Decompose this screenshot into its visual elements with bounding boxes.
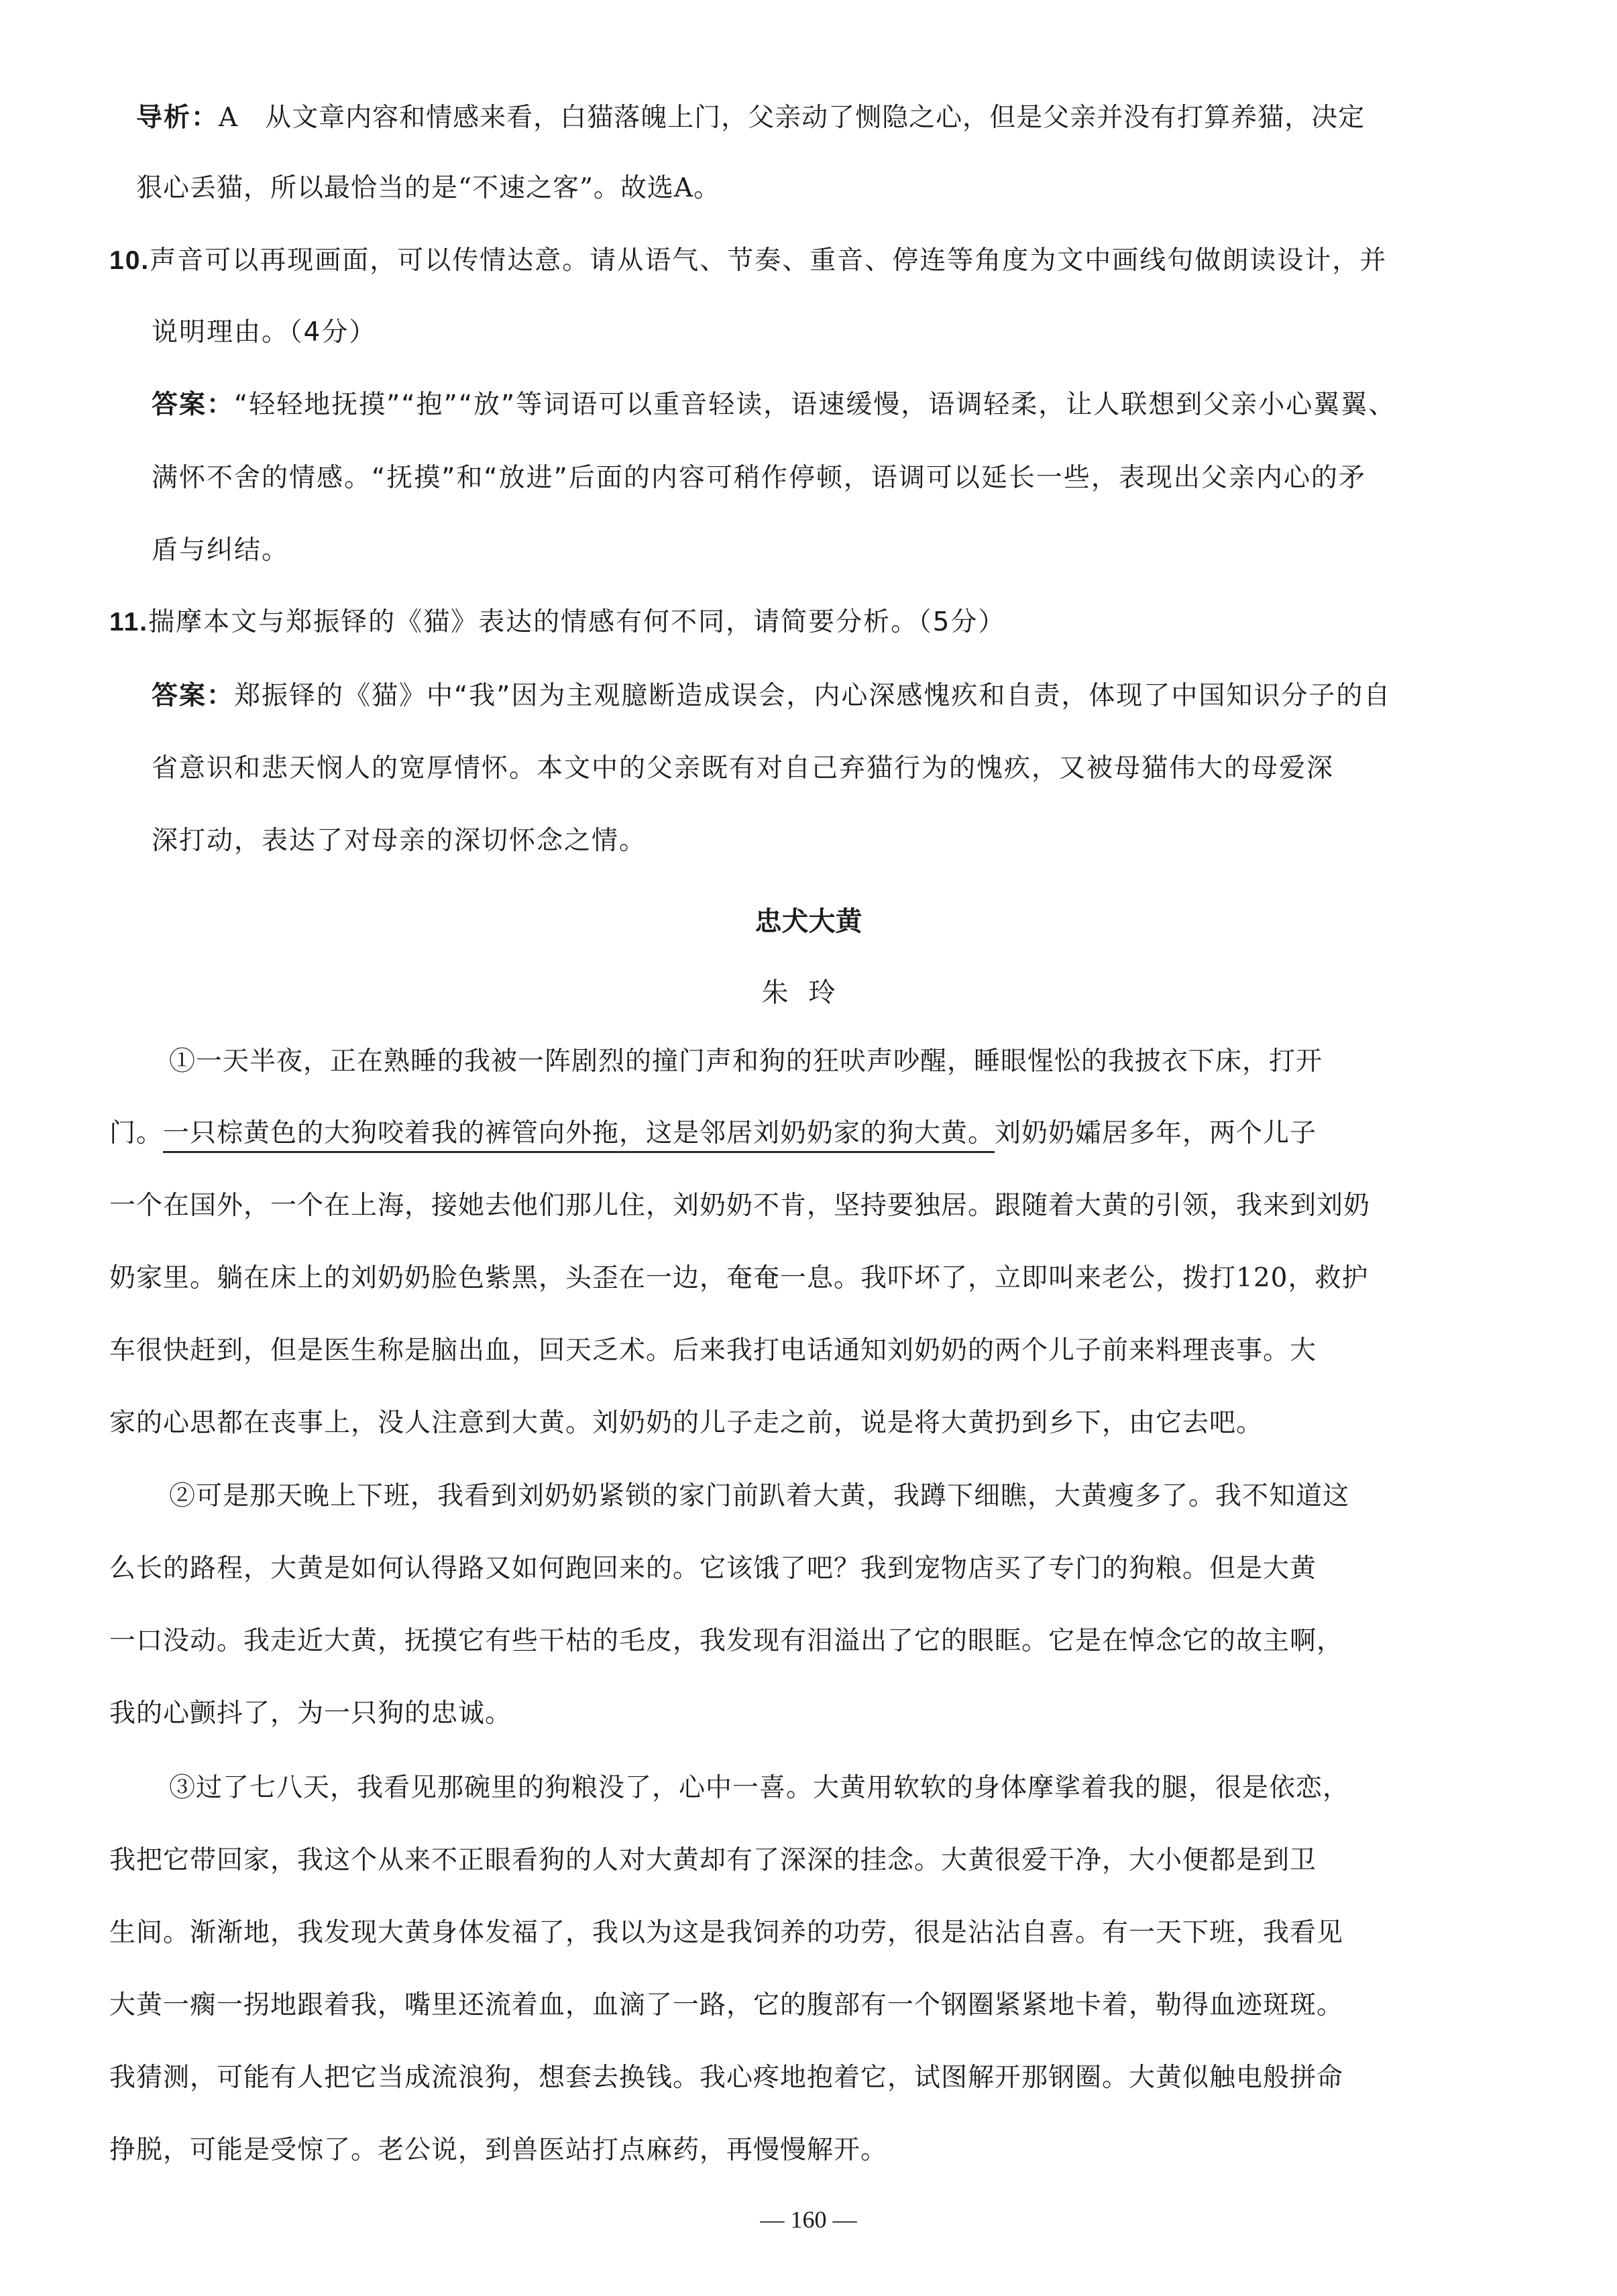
q9-analysis-line-1 bbox=[136, 101, 1365, 135]
p1-line-2 bbox=[109, 1116, 1317, 1151]
question-10-line-2: 说明理由。（4分） bbox=[152, 317, 377, 347]
p1-line-4: 奶家里。躺在床上的刘奶奶脸色紫黑，头歪在一边，奄奄一息。我吓坏了，立即叫来老公，拨打120，救护 bbox=[109, 1263, 1369, 1293]
answer-11-line-3: 深打动，表达了对母亲的深切怀念之情。 bbox=[152, 826, 647, 856]
underlined-sentence: 一只棕黄色的大狗咬着我的裤管向外拖，这是邻居刘奶奶家的狗大黄。 bbox=[163, 1118, 995, 1153]
question-text: 揣摩本文与郑振铎的《猫》表达的情感有何不同，请简要分析。（5分） bbox=[148, 607, 1006, 637]
p1-line-2-post: 刘奶奶孀居多年，两个儿子 bbox=[995, 1118, 1317, 1148]
question-11 bbox=[109, 605, 1005, 640]
p2-line-2: 么长的路程，大黄是如何认得路又如何跑回来的。它该饿了吧？我到宠物店买了专门的狗粮。但是大黄 bbox=[109, 1553, 1317, 1584]
answer-10-line-1 bbox=[152, 388, 1396, 423]
article-author: 朱玲 bbox=[761, 977, 856, 1008]
page-number: — 160 — bbox=[760, 2206, 857, 2233]
p2-line-4: 我的心颤抖了，为一只狗的忠诚。 bbox=[109, 1698, 512, 1729]
analysis-label: 导析： bbox=[136, 103, 219, 133]
p2-line-3: 一口没动。我走近大黄，抚摸它有些干枯的毛皮，我发现有泪溢出了它的眼眶。它是在悼念它的故主啊， bbox=[109, 1626, 1344, 1656]
article-title: 忠犬大黄 bbox=[755, 906, 862, 937]
question-text: 声音可以再现画面，可以传情达意。请从语气、节奏、重音、停连等角度为文中画线句做朗读设计，并 bbox=[150, 245, 1388, 276]
p3-line-1: ③过了七八天，我看见那碗里的狗粮没了，心中一喜。大黄用软软的身体摩挲着我的腿，很是依恋， bbox=[169, 1773, 1350, 1803]
q9-analysis-line-2: 狠心丢猫，所以最恰当的是“不速之客”。故选A。 bbox=[136, 173, 721, 203]
question-number: 10. bbox=[109, 246, 150, 275]
answer-10-line-2: 满怀不舍的情感。“抚摸”和“放进”后面的内容可稍作停顿，语调可以延长一些，表现出父亲内心的矛 bbox=[152, 463, 1366, 493]
p3-line-4: 大黄一瘸一拐地跟着我，嘴里还流着血，血滴了一路，它的腹部有一个钢圈紧紧地卡着，勒得血迹斑斑。 bbox=[109, 1990, 1344, 2020]
question-10 bbox=[109, 243, 1387, 278]
p3-line-2: 我把它带回家，我这个从来不正眼看狗的人对大黄却有了深深的挂念。大黄很爱干净，大小便都是到卫 bbox=[109, 1845, 1317, 1875]
p1-line-5: 车很快赶到，但是医生称是脑出血，回天乏术。后来我打电话通知刘奶奶的两个儿子前来料理丧事。大 bbox=[109, 1335, 1317, 1366]
p1-line-2-pre: 门。 bbox=[109, 1118, 164, 1148]
p3-line-5: 我猜测，可能有人把它当成流浪狗，想套去换钱。我心疼地抱着它，试图解开那钢圈。大黄似触电般拼命 bbox=[109, 2063, 1344, 2093]
answer-10-line-3: 盾与纠结。 bbox=[152, 535, 290, 565]
answer-label: 答案： bbox=[152, 390, 235, 420]
p1-line-1: ①一天半夜，正在熟睡的我被一阵剧烈的撞门声和狗的狂吠声吵醒，睡眼惺忪的我披衣下床，打开 bbox=[169, 1046, 1323, 1077]
question-number: 11. bbox=[109, 608, 149, 637]
analysis-text: A 从文章内容和情感来看，白猫落魄上门，父亲动了恻隐之心，但是父亲并没有打算养猫，决定 bbox=[219, 103, 1365, 133]
answer-label: 答案： bbox=[152, 681, 235, 711]
p3-line-3: 生间。渐渐地，我发现大黄身体发福了，我以为这是我饲养的功劳，很是沾沾自喜。有一天下班，我看见 bbox=[109, 1918, 1344, 1948]
answer-11-line-1 bbox=[152, 679, 1391, 714]
p1-line-3: 一个在国外，一个在上海，接她去他们那儿住，刘奶奶不肯，坚持要独居。跟随着大黄的引领，我来到刘奶 bbox=[109, 1191, 1371, 1221]
answer-text: “轻轻地抚摸”“抱”“放”等词语可以重音轻读，语速缓慢，语调轻柔，让人联想到父亲小心翼翼、 bbox=[234, 390, 1396, 420]
p1-line-6: 家的心思都在丧事上，没人注意到大黄。刘奶奶的儿子走之前，说是将大黄扔到乡下，由它去吧。 bbox=[109, 1408, 1264, 1438]
answer-text: 郑振铎的《猫》中“我”因为主观臆断造成误会，内心深感愧疚和自责，体现了中国知识分子的自 bbox=[234, 681, 1392, 711]
p2-line-1: ②可是那天晚上下班，我看到刘奶奶紧锁的家门前趴着大黄，我蹲下细瞧，大黄瘦多了。我不知道这 bbox=[169, 1481, 1350, 1511]
p3-line-6: 挣脱，可能是受惊了。老公说，到兽医站打点麻药，再慢慢解开。 bbox=[109, 2135, 888, 2165]
answer-11-line-2: 省意识和悲天悯人的宽厚情怀。本文中的父亲既有对自己弃猫行为的愧疚，又被母猫伟大的母爱深 bbox=[152, 753, 1335, 783]
